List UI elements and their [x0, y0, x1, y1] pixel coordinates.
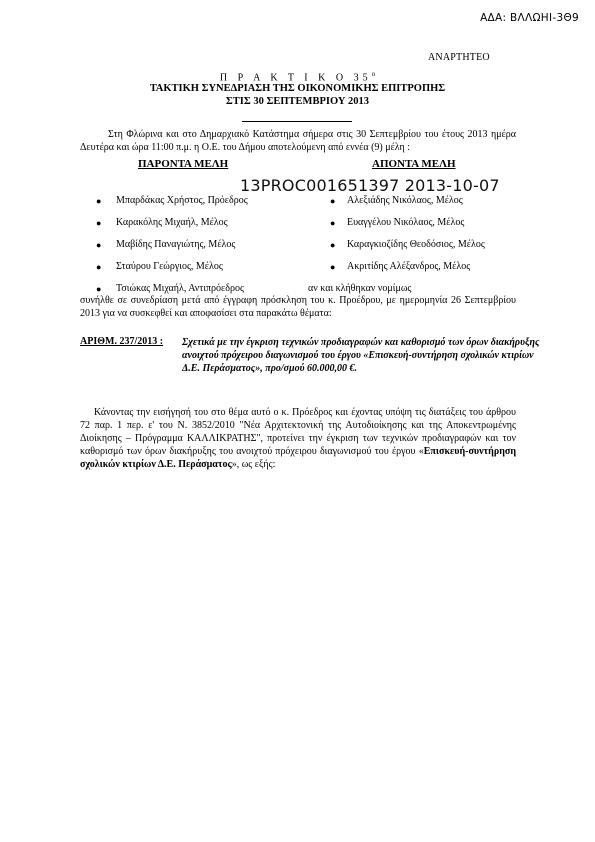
present-members-heading: ΠΑΡΟΝΤΑ ΜΕΛΗ: [138, 158, 229, 170]
post-notice: ΑΝΑΡΤΗΤΕΟ: [428, 52, 490, 63]
project-name: Επισκευή-συντήρηση σχολικών κτιρίων Δ.Ε. Περάσματος: [80, 446, 516, 470]
minutes-number: [0, 70, 595, 83]
title-divider: [242, 121, 352, 122]
session-date: ΣΤΙΣ 30 ΣΕΠΤΕΜΒΡΙΟΥ 2013: [225, 96, 370, 107]
decision-body-text: Κάνοντας την εισήγησή του στο θέμα αυτό ο κ. Πρόεδρος και έχοντας υπόψη τις διατάξεις του άρθρου 72 παρ. 1 περ. ε' του Ν. 3852/2010 "Νέα Αρχιτεκτονική της Αυτοδιοίκησης και της Αποκεντρωμένης Διοίκησης – Πρόγραμμα ΚΑΛΛΙΚΡΑΤΗΣ", προτείνει την έγκριση των τεχνικών προδιαγραφών και τον καθορισμό των όρων διακήρυξης του ανοιχτού πρόχειρου διαγωνισμού του έργου «: [80, 407, 516, 457]
present-bullet: ●: [96, 196, 102, 206]
intro-paragraph: Στη Φλώρινα και στο Δημαρχιακό Κατάστημα σήμερα στις 30 Σεπτεμβρίου του έτους 2013 ημέρα Δευτέρα και ώρα 11:00 π.μ. η Ο.Ε. του Δήμου αποτελούμενη από εννέα (9) μέλη :: [80, 129, 516, 153]
absent-bullet: ●: [330, 196, 336, 206]
present-member: Μπαρδάκας Χρήστος, Πρόεδρος: [116, 195, 248, 206]
decision-body-end: », ως εξής:: [231, 459, 276, 470]
decision-number: ΑΡΙΘΜ. 237/2013 :: [80, 336, 164, 347]
protocol-stamp: 13PROC001651397 2013-10-07: [240, 176, 500, 195]
absent-bullet: ●: [330, 262, 336, 272]
present-bullet: ●: [96, 218, 102, 228]
present-member: Καρακόλης Μιχαήλ, Μέλος: [116, 217, 228, 228]
absent-member: Καραγκιοζίδης Θεοδόσιος, Μέλος: [347, 239, 485, 250]
present-member: Τσιώκας Μιχαήλ, Αντιπρόεδρος: [116, 283, 244, 294]
decision-subject: Σχετικά με την έγκριση τεχνικών προδιαγραφών και καθορισμό των όρων διακήρυξης ανοιχτού πρόχειρου διαγωνισμού του έργου «Επισκευή-συντήρηση σχολικών κτιρίων Δ.Ε. Περάσματος», προ/σμού 60.000,00 €.: [182, 337, 540, 374]
absent-member: Ευαγγέλου Νικόλαος, Μέλος: [347, 217, 465, 228]
minutes-number-suffix: ο: [371, 70, 376, 78]
absent-note: αν και κλήθηκαν νομίμως: [308, 283, 412, 294]
present-member: Σταύρου Γεώργιος, Μέλος: [116, 261, 223, 272]
absent-member: Αλεξιάδης Νικόλαος, Μέλος: [347, 195, 463, 206]
minutes-number-text: Π Ρ Α Κ Τ Ι Κ Ο 35: [219, 72, 372, 84]
session-title: ΤΑΚΤΙΚΗ ΣΥΝΕΔΡΙΑΣΗ ΤΗΣ ΟΙΚΟΝΟΜΙΚΗΣ ΕΠΙΤΡΟΠΗΣ: [149, 83, 446, 94]
absent-bullet: ●: [330, 240, 336, 250]
absent-bullet: ●: [330, 218, 336, 228]
present-member: Μαβίδης Παναγιώτης, Μέλος: [116, 239, 236, 250]
present-bullet: ●: [96, 262, 102, 272]
ada-code: ΑΔΑ: ΒΛΛΩΗΙ-3Θ9: [480, 12, 579, 24]
absent-members-heading: ΑΠΟΝΤΑ ΜΕΛΗ: [372, 158, 456, 170]
decision-body: [80, 406, 516, 471]
closing-paragraph: συνήλθε σε συνεδρίαση μετά από έγγραφη πρόσκληση του κ. Προέδρου, με ημερομηνία 26 Σεπτεμβρίου 2013 για να συσκεφθεί και αποφασίσει στα παρακάτω θέματα:: [80, 295, 516, 319]
absent-member: Ακριτίδης Αλέξανδρος, Μέλος: [347, 261, 471, 272]
present-bullet: ●: [96, 284, 102, 294]
present-bullet: ●: [96, 240, 102, 250]
